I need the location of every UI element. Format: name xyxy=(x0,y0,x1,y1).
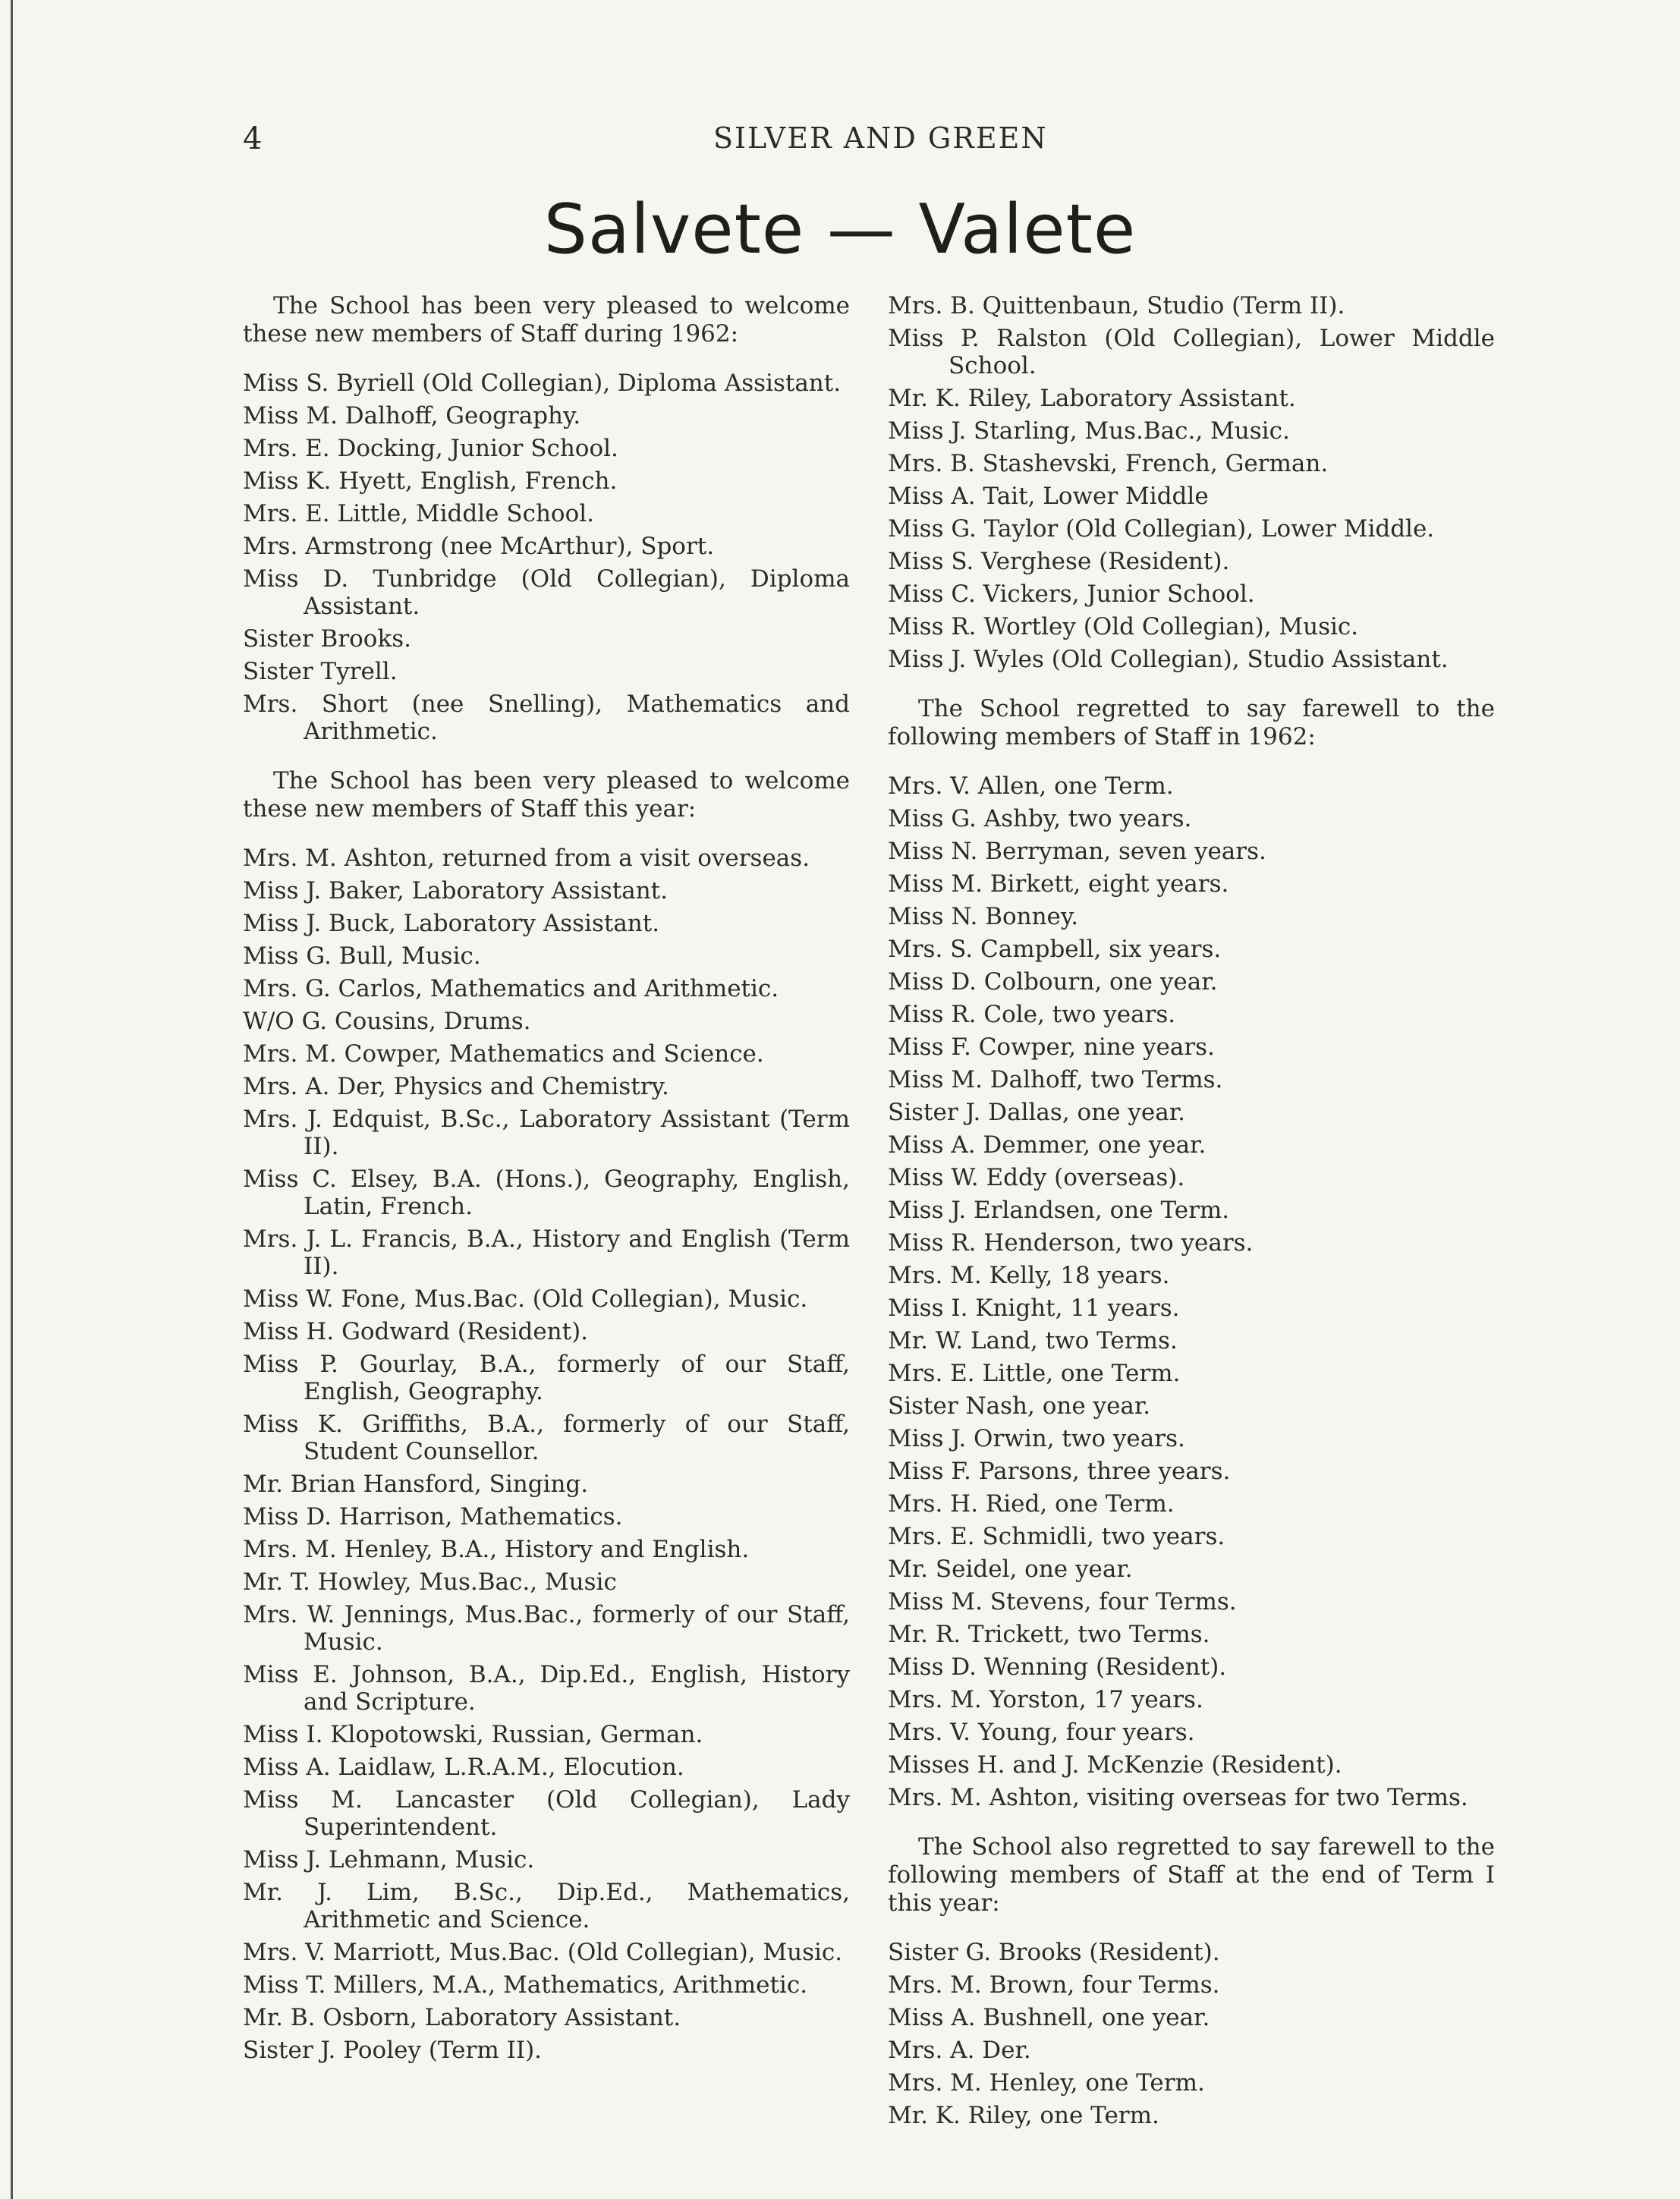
staff-entry: Miss S. Byriell (Old Collegian), Diploma Assistant. xyxy=(243,370,842,397)
staff-entry: Mr. W. Land, two Terms. xyxy=(888,1327,1178,1354)
staff-entry: Mrs. J. L. Francis, B.A., History and English (Term II). xyxy=(243,1225,850,1280)
left-column xyxy=(243,292,850,2069)
running-head xyxy=(243,121,1457,167)
staff-entry: Miss H. Godward (Resident). xyxy=(243,1318,589,1345)
page-number: 4 xyxy=(243,121,263,156)
staff-entry: Misses H. and J. McKenzie (Resident). xyxy=(888,1751,1342,1779)
staff-list-this-year xyxy=(243,845,850,2064)
staff-entry: Miss M. Birkett, eight years. xyxy=(888,870,1229,898)
staff-entry: Miss C. Vickers, Junior School. xyxy=(888,580,1255,608)
staff-entry: Mrs. V. Marriott, Mus.Bac. (Old Collegian), Music. xyxy=(243,1939,843,1966)
staff-list-this-year-continued xyxy=(888,292,1495,673)
staff-entry: Miss I. Klopotowski, Russian, German. xyxy=(243,1721,703,1748)
staff-entry: Miss J. Orwin, two years. xyxy=(888,1425,1185,1452)
staff-entry: Miss G. Ashby, two years. xyxy=(888,805,1192,832)
staff-entry: Miss A. Tait, Lower Middle xyxy=(888,483,1209,510)
staff-entry: Miss R. Cole, two years. xyxy=(888,1001,1176,1028)
journal-title: SILVER AND GREEN xyxy=(713,121,1048,155)
staff-entry: Mrs. A. Der. xyxy=(888,2037,1031,2064)
staff-entry: Miss W. Fone, Mus.Bac. (Old Collegian), Music. xyxy=(243,1285,808,1313)
staff-entry: Miss D. Tunbridge (Old Collegian), Diploma Assistant. xyxy=(243,565,850,620)
staff-entry: Miss J. Erlandsen, one Term. xyxy=(888,1197,1230,1224)
staff-entry: Mr. Seidel, one year. xyxy=(888,1556,1133,1583)
staff-entry: Miss R. Wortley (Old Collegian), Music. xyxy=(888,613,1359,640)
staff-entry: Miss A. Demmer, one year. xyxy=(888,1131,1207,1159)
staff-entry: Mrs. M. Ashton, visiting overseas for two Terms. xyxy=(888,1784,1468,1811)
staff-entry: Sister J. Dallas, one year. xyxy=(888,1099,1185,1126)
intro-this-year: The School has been very pleased to welcome these new members of Staff this year: xyxy=(243,767,850,823)
staff-entry: Miss P. Ralston (Old Collegian), Lower Middle School. xyxy=(888,325,1495,379)
intro-1962: The School has been very pleased to welcome these new members of Staff during 1962: xyxy=(243,292,850,348)
staff-entry: Miss K. Hyett, English, French. xyxy=(243,467,618,495)
staff-entry: Miss G. Taylor (Old Collegian), Lower Middle. xyxy=(888,515,1435,543)
staff-entry: Sister G. Brooks (Resident). xyxy=(888,1939,1220,1966)
staff-entry: Miss M. Lancaster (Old Collegian), Lady Superintendent. xyxy=(243,1786,850,1841)
staff-entry: Mrs. G. Carlos, Mathematics and Arithmetic. xyxy=(243,975,779,1002)
staff-entry: Mrs. M. Henley, B.A., History and English. xyxy=(243,1536,750,1563)
staff-entry: Miss K. Griffiths, B.A., formerly of our Staff, Student Counsellor. xyxy=(243,1411,850,1465)
staff-entry: Miss J. Lehmann, Music. xyxy=(243,1846,535,1873)
staff-entry: Sister Brooks. xyxy=(243,625,412,653)
staff-entry: Miss M. Dalhoff, two Terms. xyxy=(888,1066,1223,1093)
staff-entry: Mr. B. Osborn, Laboratory Assistant. xyxy=(243,2004,681,2031)
staff-entry: Miss F. Parsons, three years. xyxy=(888,1458,1231,1485)
staff-entry: Miss C. Elsey, B.A. (Hons.), Geography, English, Latin, French. xyxy=(243,1166,850,1220)
staff-list-1962 xyxy=(243,370,850,745)
staff-entry: Miss M. Dalhoff, Geography. xyxy=(243,402,581,429)
farewell-list-term1 xyxy=(888,1939,1495,2129)
staff-entry: Mr. K. Riley, Laboratory Assistant. xyxy=(888,385,1296,412)
staff-entry: W/O G. Cousins, Drums. xyxy=(243,1008,531,1035)
staff-entry: Miss G. Bull, Music. xyxy=(243,942,481,970)
staff-entry: Mrs. B. Quittenbaun, Studio (Term II). xyxy=(888,292,1345,319)
farewell-intro-1962: The School regretted to say farewell to the following members of Staff in 1962: xyxy=(888,695,1495,750)
staff-entry: Miss N. Bonney. xyxy=(888,903,1079,930)
staff-entry: Sister Tyrell. xyxy=(243,658,398,685)
staff-entry: Mr. K. Riley, one Term. xyxy=(888,2102,1159,2129)
staff-entry: Miss M. Stevens, four Terms. xyxy=(888,1588,1237,1615)
staff-entry: Miss R. Henderson, two years. xyxy=(888,1229,1254,1257)
staff-entry: Miss D. Harrison, Mathematics. xyxy=(243,1503,623,1530)
staff-entry: Mrs. M. Ashton, returned from a visit overseas. xyxy=(243,845,810,872)
staff-entry: Mrs. E. Schmidli, two years. xyxy=(888,1523,1225,1550)
staff-entry: Mrs. M. Cowper, Mathematics and Science. xyxy=(243,1040,764,1068)
staff-entry: Mrs. M. Kelly, 18 years. xyxy=(888,1262,1170,1289)
staff-entry: Mrs. M. Brown, four Terms. xyxy=(888,1971,1220,1999)
staff-entry: Mrs. Short (nee Snelling), Mathematics and Arithmetic. xyxy=(243,691,850,745)
staff-entry: Miss P. Gourlay, B.A., formerly of our Staff, English, Geography. xyxy=(243,1351,850,1405)
staff-entry: Miss A. Bushnell, one year. xyxy=(888,2004,1210,2031)
staff-entry: Miss E. Johnson, B.A., Dip.Ed., English, History and Scripture. xyxy=(243,1661,850,1716)
staff-entry: Mrs. H. Ried, one Term. xyxy=(888,1490,1175,1518)
staff-entry: Miss I. Knight, 11 years. xyxy=(888,1295,1180,1322)
staff-entry: Mrs. J. Edquist, B.Sc., Laboratory Assistant (Term II). xyxy=(243,1106,850,1160)
staff-entry: Mrs. A. Der, Physics and Chemistry. xyxy=(243,1073,669,1100)
farewell-list-1962 xyxy=(888,772,1495,1811)
staff-entry: Mrs. S. Campbell, six years. xyxy=(888,936,1222,963)
staff-entry: Mrs. M. Yorston, 17 years. xyxy=(888,1686,1203,1713)
staff-entry: Miss A. Laidlaw, L.R.A.M., Elocution. xyxy=(243,1754,684,1781)
staff-entry: Mrs. V. Young, four years. xyxy=(888,1719,1195,1746)
staff-entry: Miss J. Buck, Laboratory Assistant. xyxy=(243,910,660,937)
staff-entry: Mrs. W. Jennings, Mus.Bac., formerly of our Staff, Music. xyxy=(243,1601,850,1656)
right-column xyxy=(888,292,1495,2135)
staff-entry: Mrs. V. Allen, one Term. xyxy=(888,772,1174,800)
staff-entry: Miss F. Cowper, nine years. xyxy=(888,1033,1215,1061)
staff-entry: Mr. R. Trickett, two Terms. xyxy=(888,1621,1210,1648)
staff-entry: Mrs. E. Little, Middle School. xyxy=(243,500,595,527)
staff-entry: Mrs. E. Little, one Term. xyxy=(888,1360,1181,1387)
staff-entry: Mr. Brian Hansford, Singing. xyxy=(243,1471,589,1498)
staff-entry: Miss D. Wenning (Resident). xyxy=(888,1653,1227,1681)
page-title: Salvete — Valete xyxy=(543,190,1137,269)
staff-entry: Mrs. B. Stashevski, French, German. xyxy=(888,450,1329,477)
staff-entry: Miss S. Verghese (Resident). xyxy=(888,548,1230,575)
staff-entry: Mr. T. Howley, Mus.Bac., Music xyxy=(243,1568,617,1596)
binding-edge xyxy=(11,0,13,2199)
staff-entry: Mrs. E. Docking, Junior School. xyxy=(243,435,618,462)
staff-entry: Mr. J. Lim, B.Sc., Dip.Ed., Mathematics, Arithmetic and Science. xyxy=(243,1879,850,1933)
staff-entry: Mrs. Armstrong (nee McArthur), Sport. xyxy=(243,533,715,560)
staff-entry: Miss J. Starling, Mus.Bac., Music. xyxy=(888,417,1290,445)
staff-entry: Miss T. Millers, M.A., Mathematics, Arithmetic. xyxy=(243,1971,808,1999)
farewell-intro-term1: The School also regretted to say farewell to the following members of Staff at the end of Term I this year: xyxy=(888,1833,1495,1917)
staff-entry: Mrs. M. Henley, one Term. xyxy=(888,2069,1205,2097)
staff-entry: Miss D. Colbourn, one year. xyxy=(888,968,1218,996)
staff-entry: Miss J. Baker, Laboratory Assistant. xyxy=(243,877,668,904)
staff-entry: Miss J. Wyles (Old Collegian), Studio Assistant. xyxy=(888,646,1449,673)
staff-entry: Miss W. Eddy (overseas). xyxy=(888,1164,1185,1191)
staff-entry: Sister Nash, one year. xyxy=(888,1392,1151,1420)
staff-entry: Miss N. Berryman, seven years. xyxy=(888,838,1266,865)
staff-entry: Sister J. Pooley (Term II). xyxy=(243,2037,543,2064)
